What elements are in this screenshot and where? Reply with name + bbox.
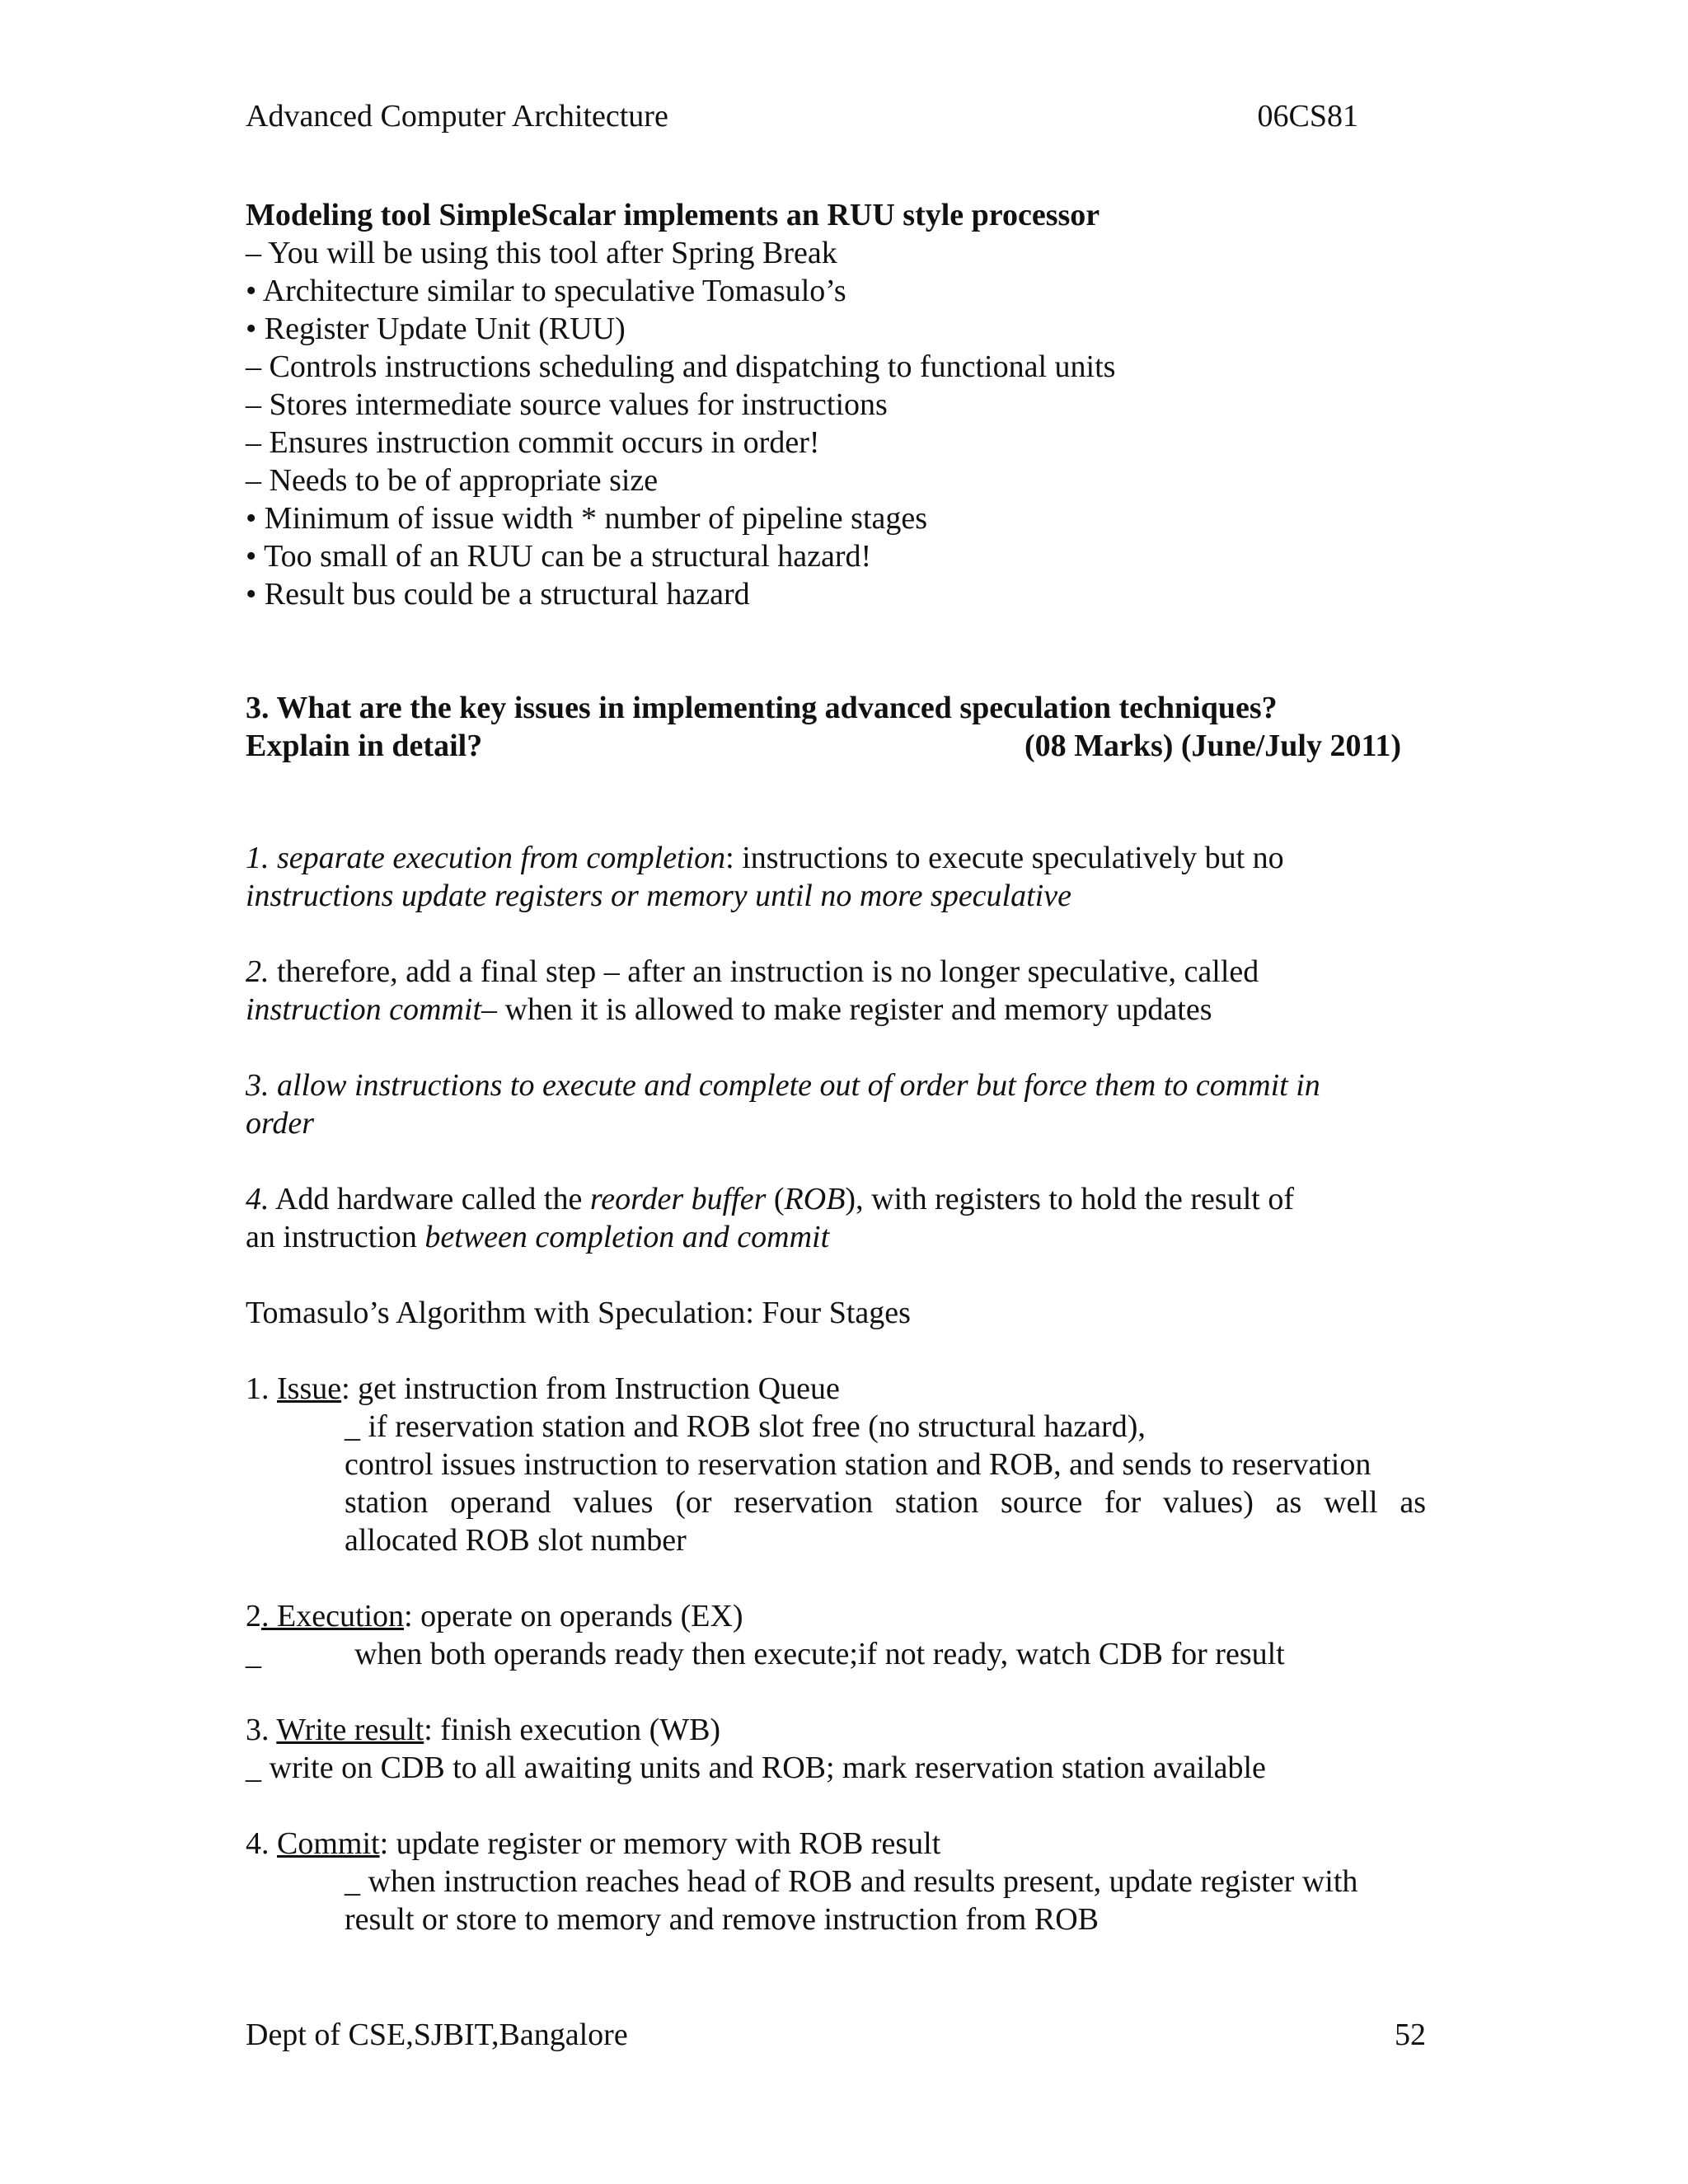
stage-issue-name: Issue [277,1371,342,1406]
header-course-title: Advanced Computer Architecture [246,99,668,134]
point-4-continuation: an instruction between completion and commit [246,1220,830,1254]
stage-issue-detail-justified: station operand values (or reservation station source for values) as well as [345,1485,1426,1520]
stage-commit: 4. Commit: update register or memory with ROB result [246,1826,941,1861]
stage-commit-name: Commit [277,1826,380,1861]
section-line: • Too small of an RUU can be a structural hazard! [246,539,872,574]
stage-write-result-detail: _ write on CDB to all awaiting units and ROB; mark reservation station available [246,1750,1266,1785]
section-heading: Modeling tool SimpleScalar implements an RUU style processor [246,198,1100,232]
point-1: 1. separate execution from completion: instructions to execute speculatively but no [246,841,1284,875]
point-1-term: separate execution from completion [277,841,726,875]
stage-write-result-name: Write result [276,1713,424,1747]
point-2-continuation: instruction commit– when it is allowed to make register and memory updates [246,992,1212,1027]
section-line: – Controls instructions scheduling and dispatching to functional units [246,349,1116,384]
point-3: 3. allow instructions to execute and complete out of order but force them to commit in [246,1068,1320,1103]
stage-issue: 1. Issue: get instruction from Instruction Queue [246,1371,840,1406]
stage-write-result: 3. Write result: finish execution (WB) [246,1713,721,1747]
stage-execution: 2. Execution: operate on operands (EX) [246,1599,743,1633]
page-content [246,196,1426,1938]
point-2-term: instruction commit [246,992,482,1027]
question-line-1: 3. What are the key issues in implementing advanced speculation techniques? [246,691,1278,725]
section-line: • Architecture similar to speculative Tomasulo’s [246,274,846,308]
point-3-continuation: order [246,1106,315,1141]
section-line: • Result bus could be a structural hazard [246,577,750,612]
section-line: – Stores intermediate source values for instructions [246,387,888,422]
point-1-continuation: instructions update registers or memory until no more speculative [246,879,1071,913]
stage-execution-detail: _ when both operands ready then execute;if not ready, watch CDB for result [246,1637,1285,1671]
point-2: 2. therefore, add a final step – after an instruction is no longer speculative, called [246,954,1259,989]
page-footer [246,2016,1426,2054]
stage-commit-detail: result or store to memory and remove instruction from ROB [345,1902,1099,1937]
stage-issue-detail: control issues instruction to reservation station and ROB, and sends to reservation [345,1447,1372,1482]
section-line: • Register Update Unit (RUU) [246,312,626,346]
page-number: 52 [1395,2018,1426,2052]
section-line: – Ensures instruction commit occurs in order! [246,425,820,460]
point-4-term: reorder buffer [589,1182,767,1216]
page-header [246,97,1358,135]
section-line: – You will be using this tool after Spring Break [246,236,837,270]
question-prompt: Explain in detail? [246,729,483,763]
question-marks: (08 Marks) (June/July 2011) [1024,729,1401,763]
stage-issue-detail: allocated ROB slot number [345,1523,687,1558]
section-line: – Needs to be of appropriate size [246,463,659,498]
header-course-code: 06CS81 [1257,99,1358,134]
stage-issue-detail: _ if reservation station and ROB slot free (no structural hazard), [345,1409,1146,1444]
stages-title: Tomasulo’s Algorithm with Speculation: Four Stages [246,1296,911,1330]
footer-department: Dept of CSE,SJBIT,Bangalore [246,2018,628,2052]
section-line: • Minimum of issue width * number of pipeline stages [246,501,928,536]
stage-commit-detail: _ when instruction reaches head of ROB and results present, update register with [345,1864,1358,1899]
point-4: 4. Add hardware called the reorder buffer (ROB), with registers to hold the result of [246,1182,1294,1216]
stage-execution-name: . Execution [261,1599,405,1633]
question-line-2 [246,727,1401,765]
